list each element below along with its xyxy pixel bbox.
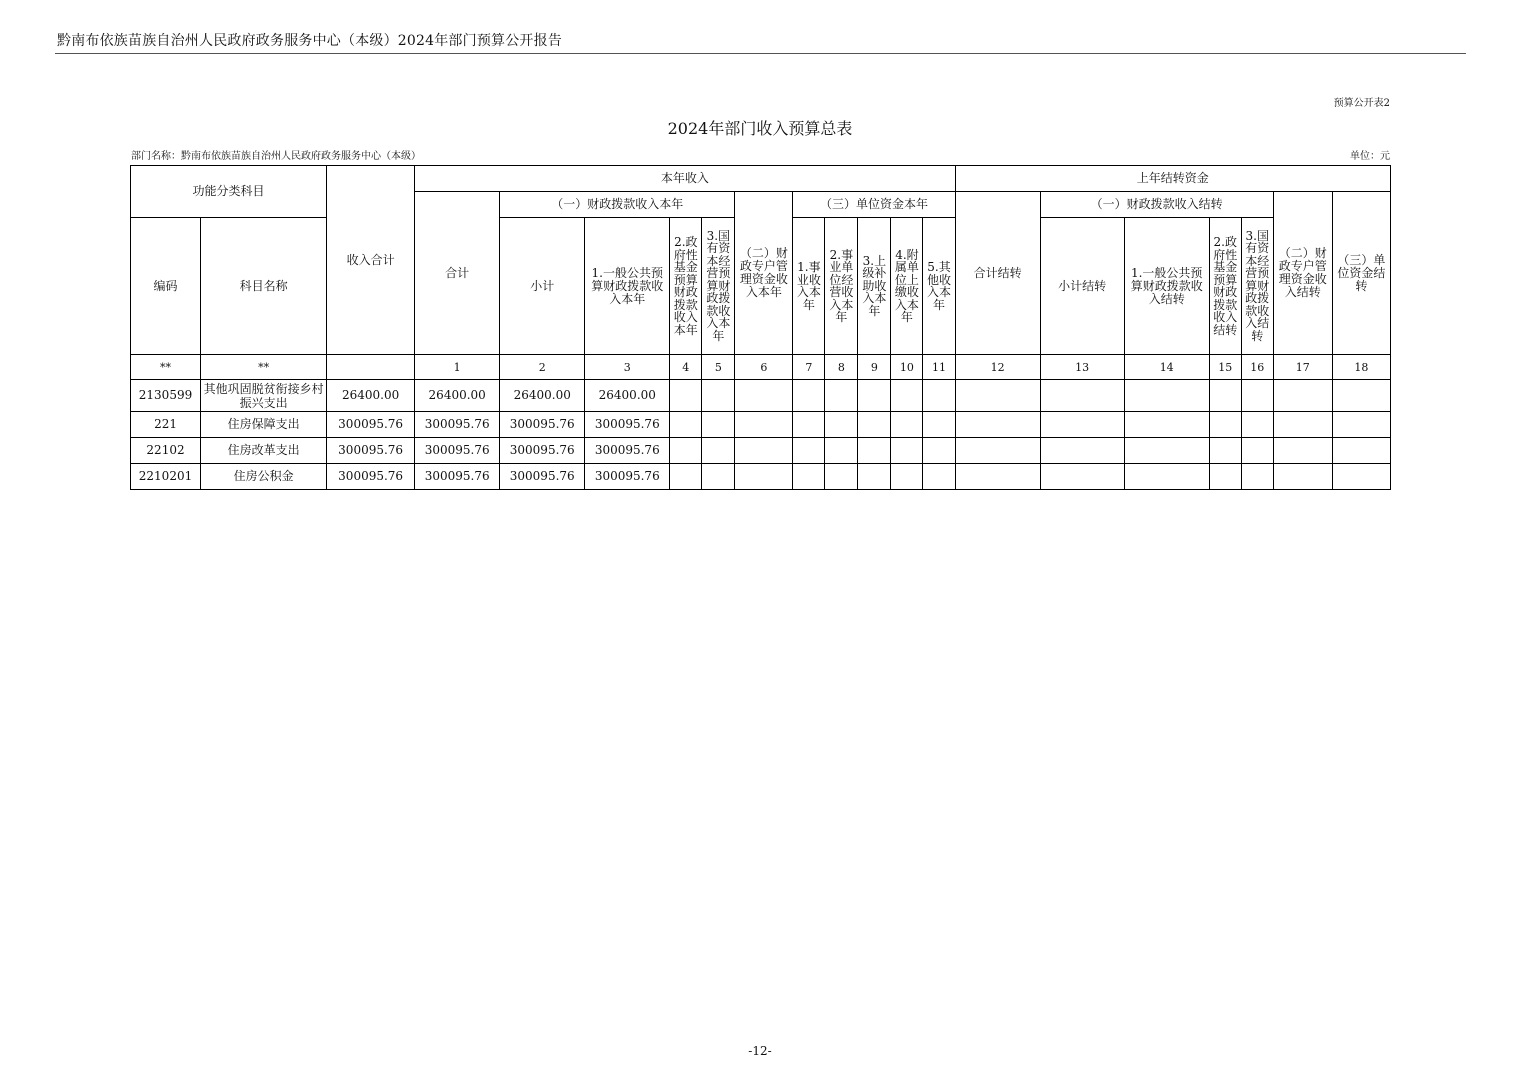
column-number-row: [131, 355, 1391, 380]
column-number: 18: [1332, 355, 1390, 380]
column-number: 2: [500, 355, 585, 380]
table-number: 预算公开表2: [1333, 98, 1390, 109]
column-number: 8: [825, 355, 858, 380]
income-total-value: 300095.76: [327, 438, 415, 464]
subject-code: 2130599: [131, 380, 201, 412]
column-number: 15: [1209, 355, 1241, 380]
subject-name: 其他巩固脱贫衔接乡村振兴支出: [201, 380, 327, 412]
header-unit-income-5: 5.其他收入本年: [923, 218, 955, 355]
column-number: 3: [585, 355, 670, 380]
header-subject-name: 科目名称: [201, 218, 327, 355]
header-unit-income-3: 3.上级补助收入本年: [858, 218, 891, 355]
general-budget-value: 26400.00: [585, 380, 670, 412]
column-number: 16: [1241, 355, 1273, 380]
header-prev-state-capital: 3.国有资本经营预算财政拨款收入结转: [1241, 218, 1273, 355]
general-budget-value: 300095.76: [585, 464, 670, 490]
column-number: 5: [702, 355, 735, 380]
table-row: [131, 412, 1391, 438]
header-current-year-income: 本年收入: [415, 166, 955, 192]
table-row: [131, 380, 1391, 412]
column-number: 12: [955, 355, 1040, 380]
header-code: 编码: [131, 218, 201, 355]
table-row: [131, 464, 1391, 490]
currency-unit: 单位：元: [1350, 151, 1390, 162]
column-number: 14: [1124, 355, 1209, 380]
header-prev-special-account: （二）财政专户管理资金收入结转: [1273, 192, 1332, 355]
column-number: [327, 355, 415, 380]
sum-value: 300095.76: [415, 412, 500, 438]
header-carryover-sum: 合计结转: [955, 192, 1040, 355]
header-carryover-subtotal: 小计结转: [1040, 218, 1124, 355]
department-name: 部门名称：黔南布依族苗族自治州人民政府政务服务中心（本级）: [131, 151, 421, 162]
subject-name: 住房改革支出: [201, 438, 327, 464]
income-total-value: 26400.00: [327, 380, 415, 412]
header-special-account: （二）财政专户管理资金收入本年: [735, 192, 793, 355]
income-total-value: 300095.76: [327, 412, 415, 438]
column-number: 6: [735, 355, 793, 380]
subject-code: 221: [131, 412, 201, 438]
header-sum: 合计: [415, 192, 500, 355]
general-budget-value: 300095.76: [585, 438, 670, 464]
column-number: 1: [415, 355, 500, 380]
header-state-capital: 3.国有资本经营预算财政拨款收入本年: [702, 218, 735, 355]
general-budget-value: 300095.76: [585, 412, 670, 438]
column-number: 9: [858, 355, 891, 380]
table-row: [131, 438, 1391, 464]
page-number: -12-: [748, 1044, 772, 1058]
header-previous-year-carryover: 上年结转资金: [955, 166, 1390, 192]
header-fiscal-appropriation: （一）财政拨款收入本年: [500, 192, 735, 218]
sum-value: 300095.76: [415, 438, 500, 464]
report-header-title: 黔南布依族苗族自治州人民政府政务服务中心（本级）2024年部门预算公开报告: [57, 33, 563, 49]
document-title: 2024年部门收入预算总表: [667, 119, 853, 138]
header-gov-fund: 2.政府性基金预算财政拨款收入本年: [670, 218, 702, 355]
subject-name: 住房公积金: [201, 464, 327, 490]
income-total-value: 300095.76: [327, 464, 415, 490]
column-number: 11: [923, 355, 955, 380]
header-prev-unit-funds: （三）单位资金结转: [1332, 192, 1390, 355]
header-unit-income-4: 4.附属单位上缴收入本年: [891, 218, 923, 355]
header-unit-income-2: 2.事业单位经营收入本年: [825, 218, 858, 355]
subject-name: 住房保障支出: [201, 412, 327, 438]
header-prev-gov-fund: 2.政府性基金预算财政拨款收入结转: [1209, 218, 1241, 355]
column-number: **: [201, 355, 327, 380]
column-number: **: [131, 355, 201, 380]
column-number: 13: [1040, 355, 1124, 380]
subject-code: 22102: [131, 438, 201, 464]
sum-value: 26400.00: [415, 380, 500, 412]
subtotal-value: 300095.76: [500, 438, 585, 464]
sum-value: 300095.76: [415, 464, 500, 490]
header-unit-income-1: 1.事业收入本年: [793, 218, 825, 355]
header-prev-fiscal-appropriation: （一）财政拨款收入结转: [1040, 192, 1273, 218]
income-budget-table: [130, 165, 1391, 490]
header-rule: [55, 53, 1466, 54]
subtotal-value: 300095.76: [500, 412, 585, 438]
header-general-budget: 1.一般公共预算财政拨款收入本年: [585, 218, 670, 355]
header-subtotal: 小计: [500, 218, 585, 355]
header-income-total: 收入合计: [327, 166, 415, 355]
subtotal-value: 26400.00: [500, 380, 585, 412]
header-prev-general-budget: 1.一般公共预算财政拨款收入结转: [1124, 218, 1209, 355]
column-number: 4: [670, 355, 702, 380]
subtotal-value: 300095.76: [500, 464, 585, 490]
column-number: 10: [891, 355, 923, 380]
header-unit-funds: （三）单位资金本年: [793, 192, 955, 218]
header-function-category: 功能分类科目: [131, 166, 327, 218]
column-number: 17: [1273, 355, 1332, 380]
column-number: 7: [793, 355, 825, 380]
subject-code: 2210201: [131, 464, 201, 490]
